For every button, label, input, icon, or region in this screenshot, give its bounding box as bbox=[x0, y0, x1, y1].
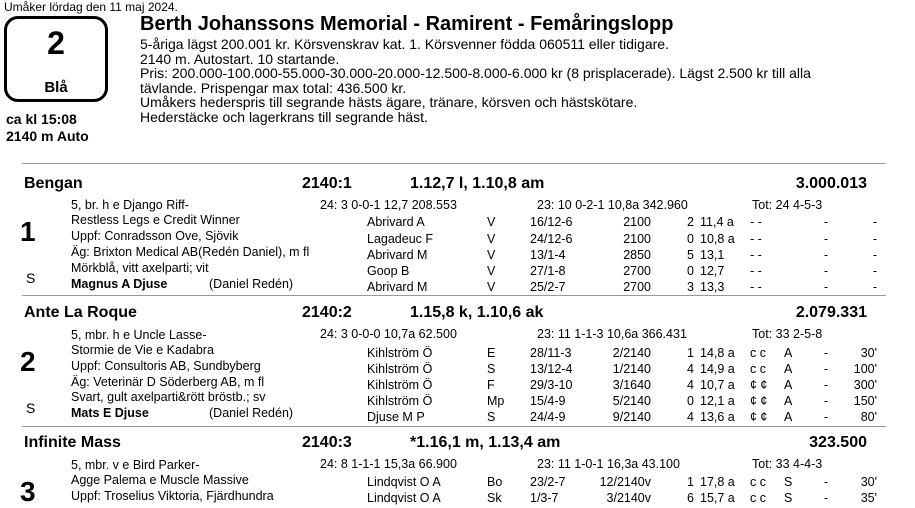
description-line: 5-åriga lägst 200.001 kr. Körsvenskrav kat. 1. Körsvenner födda 060511 eller tidigare. bbox=[140, 36, 669, 52]
horse-record: *1.16,1 m, 1.13,4 am bbox=[410, 434, 561, 451]
start-code: - bbox=[824, 248, 829, 262]
distance-post: 2140:3 bbox=[302, 434, 352, 451]
start-date: 13/12-4 bbox=[530, 362, 573, 376]
start-code: - bbox=[824, 264, 829, 278]
horse-name: Bengan bbox=[24, 175, 83, 192]
start-driver: Kihlström Ö bbox=[367, 362, 433, 376]
start-odds: - bbox=[872, 264, 877, 278]
description-line: tävlande. Prispengar max total: 436.500 kr. bbox=[140, 79, 407, 96]
driver-name: Magnus A Djuse bbox=[71, 277, 168, 291]
start-driver: Abrivard M bbox=[367, 280, 428, 294]
meeting-date: Umåker lördag den 11 maj 2024. bbox=[4, 0, 178, 14]
start-driver: Kihlström Ö bbox=[367, 394, 433, 408]
description-line: Hederstäcke och lagerkrans till segrande häst. bbox=[140, 108, 428, 125]
distance-post: 2140:2 bbox=[302, 304, 352, 321]
start-code: - bbox=[824, 232, 829, 246]
start-code: c c bbox=[750, 346, 766, 360]
start-time: 17,8 a bbox=[700, 475, 735, 489]
horse-earnings: 3.000.013 bbox=[795, 175, 867, 192]
start-date: 24/4-9 bbox=[530, 410, 566, 424]
stat-2023: 23: 11 1-1-3 10,6a 366.431 bbox=[537, 327, 687, 341]
start-odds: - bbox=[872, 248, 877, 262]
start-date: 23/2-7 bbox=[530, 475, 566, 489]
horse-name: Infinite Mass bbox=[24, 434, 121, 451]
start-number: 2 bbox=[20, 346, 36, 377]
horse-info: Mörkblå, vitt axelparti; vit bbox=[71, 261, 209, 275]
start-track: F bbox=[487, 378, 495, 392]
start-time: 11,4 a bbox=[700, 215, 734, 229]
start-odds: 35' bbox=[860, 491, 877, 505]
start-distance: 2700 bbox=[623, 280, 651, 294]
start-code: - - bbox=[750, 248, 762, 262]
horse-info: 5, mbr. h e Uncle Lasse- bbox=[71, 328, 207, 342]
stat-2023: 23: 10 0-2-1 10,8a 342.960 bbox=[537, 198, 688, 212]
start-code: A bbox=[784, 362, 793, 376]
stat-2024: 24: 3 0-0-1 12,7 208.553 bbox=[320, 198, 457, 212]
start-place: 4 bbox=[687, 378, 694, 392]
start-code: - bbox=[824, 475, 829, 489]
start-odds: - bbox=[872, 232, 877, 246]
start-date: 15/4-9 bbox=[530, 394, 566, 408]
stat-total: Tot: 33 2-5-8 bbox=[752, 327, 823, 341]
start-time: 12,7 bbox=[700, 264, 725, 278]
start-place: 4 bbox=[687, 362, 694, 376]
start-code: ¢ ¢ bbox=[750, 410, 768, 424]
trainer-name: (Daniel Redén) bbox=[209, 277, 294, 291]
horse-name: Ante La Roque bbox=[24, 304, 137, 321]
start-time: 12,1 a bbox=[700, 394, 735, 408]
horse-info: 5, mbr. v e Bird Parker- bbox=[71, 458, 200, 472]
horse-info: Agge Palema e Muscle Massive bbox=[71, 473, 249, 487]
trainer-name: (Daniel Redén) bbox=[209, 406, 294, 420]
start-track: Mp bbox=[487, 394, 505, 408]
horse-info: Äg: Brixton Medical AB(Redén Daniel), m fl bbox=[71, 245, 310, 259]
start-driver: Goop B bbox=[367, 264, 410, 278]
start-code: A bbox=[784, 346, 793, 360]
race-number-box bbox=[4, 16, 108, 102]
start-code: c c bbox=[750, 475, 766, 489]
start-distance: 1/2140 bbox=[612, 362, 651, 376]
start-place: 1 bbox=[687, 475, 694, 489]
start-track: S bbox=[487, 362, 496, 376]
start-distance: 2140 m Auto bbox=[6, 128, 89, 144]
start-distance: 2100 bbox=[623, 215, 651, 229]
horse-info: 5, br. h e Django Riff- bbox=[71, 198, 189, 212]
race-number: 2 bbox=[47, 25, 65, 61]
start-place: 6 bbox=[687, 491, 694, 505]
start-code: c c bbox=[750, 491, 766, 505]
start-track: V bbox=[487, 248, 496, 262]
start-distance: 2850 bbox=[623, 248, 651, 262]
start-code: - bbox=[824, 410, 829, 424]
start-driver: Abrivard M bbox=[367, 248, 428, 262]
start-code: - bbox=[824, 346, 829, 360]
start-time: 14,8 a bbox=[700, 346, 735, 360]
start-place: 4 bbox=[687, 410, 694, 424]
start-driver: Abrivard A bbox=[367, 215, 425, 229]
start-code: S bbox=[784, 475, 793, 489]
start-date: 24/12-6 bbox=[530, 232, 573, 246]
start-odds: 30' bbox=[860, 475, 877, 489]
start-place: 1 bbox=[687, 346, 694, 360]
start-place: 0 bbox=[687, 264, 694, 278]
start-code: A bbox=[784, 394, 793, 408]
start-distance: 2100 bbox=[623, 232, 651, 246]
start-code: - bbox=[824, 362, 829, 376]
horse-info: Stormie de Vie e Kadabra bbox=[71, 343, 214, 357]
start-driver: Kihlström Ö bbox=[367, 346, 433, 360]
start-track: Bo bbox=[487, 475, 503, 489]
start-odds: 300' bbox=[853, 378, 877, 392]
start-time: 13,6 a bbox=[700, 410, 735, 424]
start-date: 29/3-10 bbox=[530, 378, 573, 392]
horse-info: Svart, gult axelparti&rött bröstb.; sv bbox=[71, 390, 266, 404]
description-line: 2140 m. Autostart. 10 startande. bbox=[140, 50, 340, 67]
race-color: Blå bbox=[44, 79, 68, 96]
start-code: - bbox=[824, 215, 829, 229]
race-title: Berth Johanssons Memorial - Ramirent - Femåringslopp bbox=[140, 13, 674, 35]
start-distance: 12/2140v bbox=[599, 475, 651, 489]
start-code: - bbox=[824, 491, 829, 505]
start-number: 1 bbox=[20, 216, 36, 247]
horse-info: Uppf: Consultoris AB, Sundbyberg bbox=[71, 359, 261, 373]
start-odds: 150' bbox=[853, 394, 877, 408]
start-time: 15,7 a bbox=[700, 491, 735, 505]
start-driver: Lindqvist O A bbox=[367, 491, 441, 505]
start-code: ¢ ¢ bbox=[750, 378, 768, 392]
start-distance: 9/2140 bbox=[612, 410, 651, 424]
start-odds: 30' bbox=[860, 346, 877, 360]
distance-post: 2140:1 bbox=[302, 175, 352, 192]
start-odds: - bbox=[872, 215, 877, 229]
start-distance: 3/2140v bbox=[606, 491, 651, 505]
start-code: - - bbox=[750, 280, 762, 294]
horse-info: Uppf: Troselius Viktoria, Fjärdhundra bbox=[71, 489, 274, 503]
start-code: - bbox=[824, 280, 829, 294]
horse-earnings: 2.079.331 bbox=[795, 304, 867, 321]
divider bbox=[22, 295, 886, 296]
start-odds: 100' bbox=[853, 362, 877, 376]
stat-total: Tot: 24 4-5-3 bbox=[752, 198, 823, 212]
start-code: A bbox=[784, 378, 793, 392]
start-code: - bbox=[824, 378, 829, 392]
stat-total: Tot: 33 4-4-3 bbox=[752, 457, 823, 471]
start-code: - - bbox=[750, 215, 762, 229]
start-time: ca kl 15:08 bbox=[6, 111, 77, 127]
horse-info: Restless Legs e Credit Winner bbox=[71, 213, 240, 227]
start-place: 3 bbox=[687, 280, 694, 294]
stat-2023: 23: 11 1-0-1 16,3a 43.100 bbox=[537, 457, 680, 471]
start-code: - - bbox=[750, 264, 762, 278]
start-time: 10,7 a bbox=[700, 378, 735, 392]
start-driver: Djuse M P bbox=[367, 410, 425, 424]
start-track: V bbox=[487, 215, 496, 229]
start-date: 27/1-8 bbox=[530, 264, 566, 278]
start-distance: 2/2140 bbox=[612, 346, 651, 360]
divider bbox=[22, 426, 886, 427]
stat-2024: 24: 8 1-1-1 15,3a 66.900 bbox=[320, 457, 457, 471]
race-description bbox=[140, 37, 900, 124]
start-place: 0 bbox=[687, 232, 694, 246]
shoe-indicator: S bbox=[26, 400, 36, 416]
start-track: V bbox=[487, 232, 496, 246]
horse-record: 1.12,7 l, 1.10,8 am bbox=[410, 175, 545, 192]
start-code: S bbox=[784, 491, 793, 505]
start-odds: 80' bbox=[860, 410, 877, 424]
start-time: 13,3 bbox=[700, 280, 725, 294]
start-code: c c bbox=[750, 362, 766, 376]
horse-info: Äg: Veterinär D Söderberg AB, m fl bbox=[71, 375, 265, 389]
start-code: A bbox=[784, 410, 793, 424]
start-code: - bbox=[824, 394, 829, 408]
start-driver: Lindqvist O A bbox=[367, 475, 441, 489]
start-place: 5 bbox=[687, 248, 694, 262]
start-driver: Kihlström Ö bbox=[367, 378, 433, 392]
start-track: E bbox=[487, 346, 496, 360]
start-time: 13,1 bbox=[700, 248, 725, 262]
start-track: V bbox=[487, 280, 496, 294]
start-date: 13/1-4 bbox=[530, 248, 566, 262]
driver-name: Mats E Djuse bbox=[71, 406, 149, 420]
start-code: - - bbox=[750, 232, 762, 246]
start-date: 25/2-7 bbox=[530, 280, 566, 294]
start-track: Sk bbox=[487, 491, 502, 505]
start-time: 10,8 a bbox=[700, 232, 735, 246]
start-place: 0 bbox=[687, 394, 694, 408]
horse-info: Uppf: Conradsson Ove, Sjövik bbox=[71, 229, 239, 243]
horse-earnings: 323.500 bbox=[809, 434, 867, 451]
start-track: S bbox=[487, 410, 496, 424]
start-driver: Lagadeuc F bbox=[367, 232, 434, 246]
divider bbox=[22, 163, 886, 164]
description-line: Pris: 200.000-100.000-55.000-30.000-20.000-12.500-8.000-6.000 kr (8 prisplacerade). Lägst 2.500 kr till alla bbox=[140, 65, 811, 81]
start-distance: 5/2140 bbox=[612, 394, 651, 408]
start-code: ¢ ¢ bbox=[750, 394, 768, 408]
description-line: Umåkers hederspris till segrande hästs ägare, tränare, körsven och hästskötare. bbox=[140, 94, 638, 110]
start-place: 2 bbox=[687, 215, 694, 229]
start-distance: 2700 bbox=[623, 264, 651, 278]
shoe-indicator: S bbox=[26, 270, 36, 286]
start-distance: 3/1640 bbox=[612, 378, 651, 392]
start-date: 16/12-6 bbox=[530, 215, 573, 229]
start-date: 28/11-3 bbox=[530, 346, 572, 360]
start-number: 3 bbox=[20, 476, 36, 507]
start-date: 1/3-7 bbox=[530, 491, 559, 505]
start-track: V bbox=[487, 264, 496, 278]
start-odds: - bbox=[872, 280, 877, 294]
stat-2024: 24: 3 0-0-0 10,7a 62.500 bbox=[320, 327, 457, 341]
start-time: 14,9 a bbox=[700, 362, 735, 376]
horse-record: 1.15,8 k, 1.10,6 ak bbox=[410, 304, 544, 321]
